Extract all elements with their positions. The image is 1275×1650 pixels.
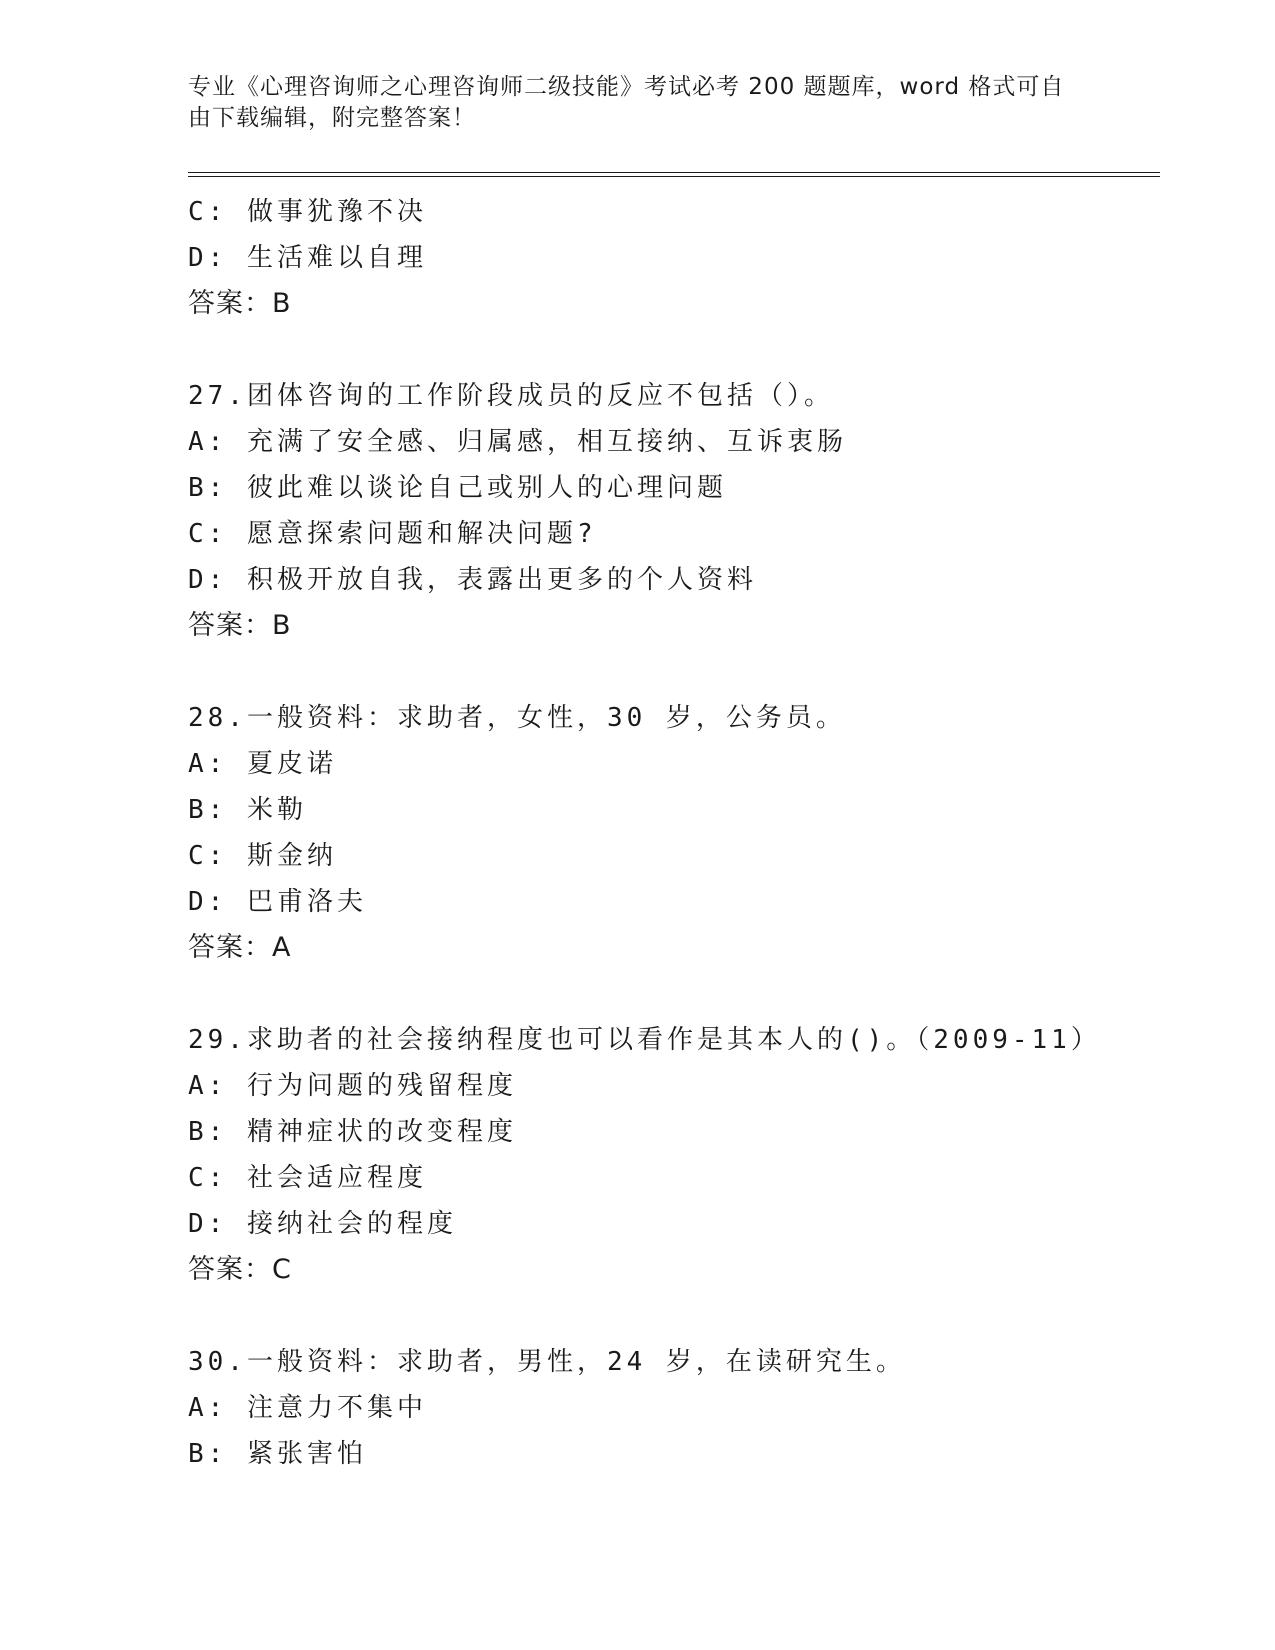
spacer xyxy=(188,327,1160,373)
question-27 xyxy=(188,373,1160,649)
question-30 xyxy=(188,1339,1160,1477)
option-b: B: 米勒 xyxy=(188,795,307,825)
answer: 答案：C xyxy=(188,1254,292,1285)
option-c: C: 社会适应程度 xyxy=(188,1163,427,1193)
question-text: 30.一般资料：求助者，男性，24 岁，在读研究生。 xyxy=(188,1347,906,1377)
option-a: A: 充满了安全感、归属感，相互接纳、互诉衷肠 xyxy=(188,427,847,457)
answer: 答案：B xyxy=(188,288,292,319)
question-28 xyxy=(188,695,1160,971)
question-text: 29.求助者的社会接纳程度也可以看作是其本人的()。（2009-11） xyxy=(188,1025,1101,1055)
spacer xyxy=(188,649,1160,695)
question-list xyxy=(188,189,1160,1477)
header-line-2: 由下载编辑，附完整答案！ xyxy=(188,105,476,131)
option-a: A: 夏皮诺 xyxy=(188,749,337,779)
option-d: D: 接纳社会的程度 xyxy=(188,1209,457,1239)
option-b: B: 精神症状的改变程度 xyxy=(188,1117,517,1147)
answer: 答案：A xyxy=(188,932,292,963)
option-b: B: 紧张害怕 xyxy=(188,1439,367,1469)
question-29 xyxy=(188,1017,1160,1293)
header-line-1: 专业《心理咨询师之心理咨询师二级技能》考试必考 200 题题库，word 格式可自 xyxy=(188,74,1065,100)
question-text: 28.一般资料：求助者，女性，30 岁，公务员。 xyxy=(188,703,846,733)
option-c: C: 愿意探索问题和解决问题? xyxy=(188,519,597,549)
option-c: C: 斯金纳 xyxy=(188,841,337,871)
option-c: C: 做事犹豫不决 xyxy=(188,197,427,227)
header-rule-top xyxy=(188,172,1160,173)
spacer xyxy=(188,971,1160,1017)
option-d: D: 积极开放自我，表露出更多的个人资料 xyxy=(188,565,757,595)
option-a: A: 注意力不集中 xyxy=(188,1393,427,1423)
header-rule-bottom xyxy=(188,176,1160,177)
question-26-tail xyxy=(188,189,1160,327)
option-d: D: 巴甫洛夫 xyxy=(188,887,367,917)
option-b: B: 彼此难以谈论自己或别人的心理问题 xyxy=(188,473,727,503)
document-header xyxy=(188,72,1088,134)
answer: 答案：B xyxy=(188,610,292,641)
spacer xyxy=(188,1293,1160,1339)
question-text: 27.团体咨询的工作阶段成员的反应不包括（）。 xyxy=(188,381,834,411)
option-d: D: 生活难以自理 xyxy=(188,243,427,273)
option-a: A: 行为问题的残留程度 xyxy=(188,1071,517,1101)
